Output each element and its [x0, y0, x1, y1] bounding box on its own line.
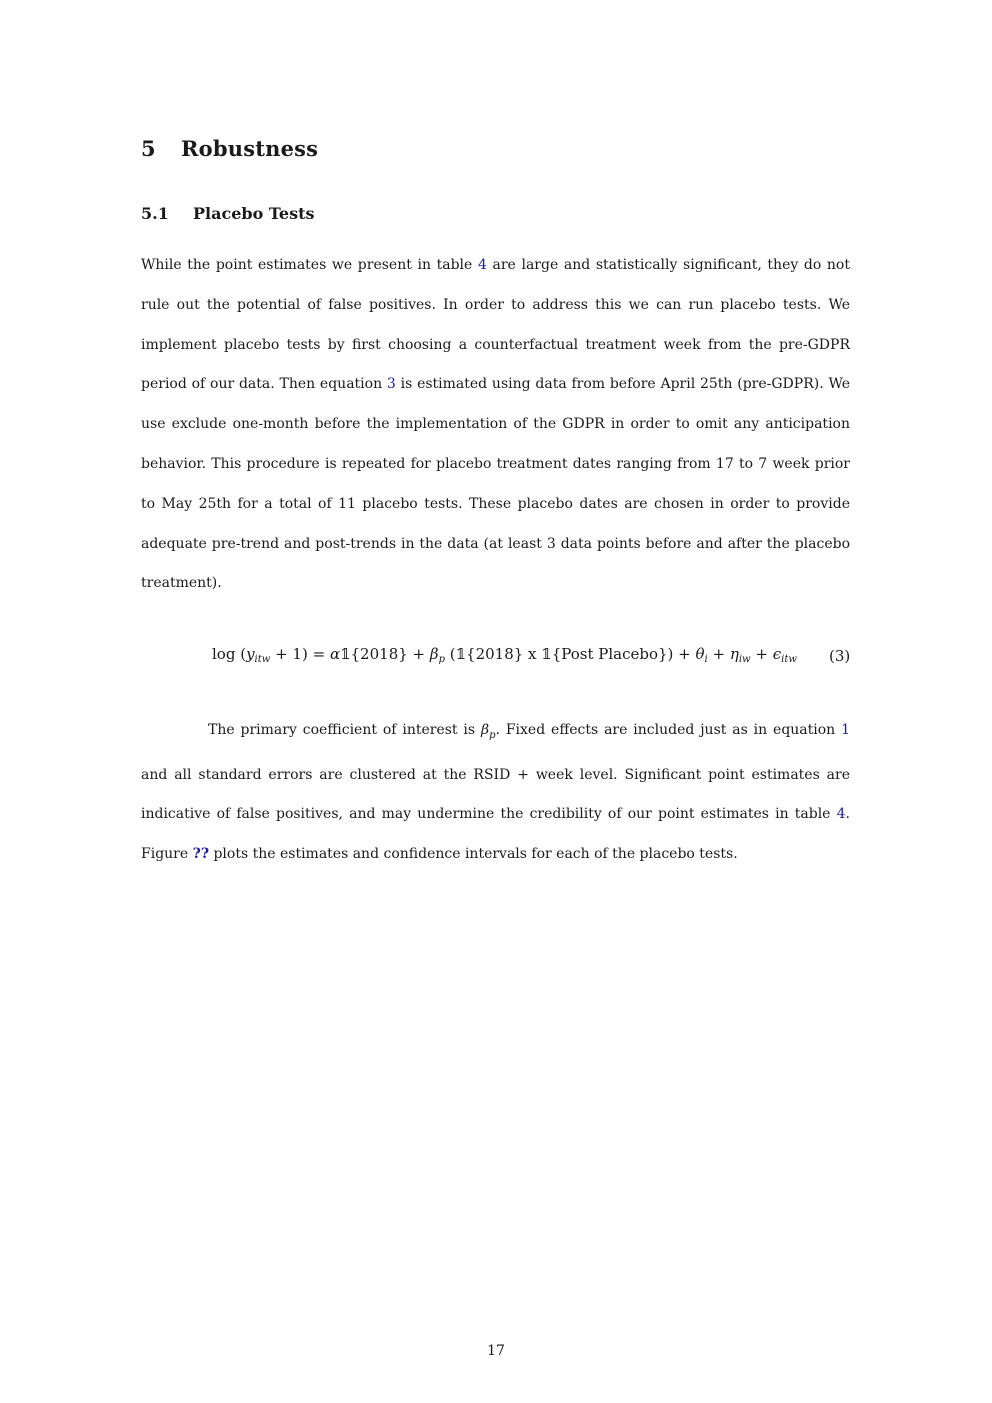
- eq-y: y: [246, 645, 255, 663]
- paragraph-placebo-intro: [141, 246, 850, 604]
- equation-number: (3): [829, 647, 851, 665]
- eq-alpha: α: [329, 645, 341, 663]
- eq-log: log: [212, 645, 236, 663]
- figure-missing-link[interactable]: ??: [192, 846, 210, 863]
- eq-beta: β: [429, 645, 439, 663]
- table-4-link[interactable]: 4: [477, 257, 487, 273]
- eq-beta-sub: p: [438, 654, 445, 665]
- table-4-link-2[interactable]: 4: [836, 806, 846, 823]
- eq-theta: θ: [695, 645, 705, 663]
- equation-3: $\log (y_{itw} + 1)$ = α𝟙{2018} + $\beta_p$ (𝟙{2018} x 𝟙{Post Placebo}) + $\theta_i + \eta_{iw} + \epsilon_{itw}$: [212, 645, 797, 665]
- eq-indicator-2018: 𝟙{2018} +: [340, 645, 430, 663]
- eq-epsilon-sub: itw: [781, 654, 797, 665]
- subsection-heading: [141, 204, 314, 223]
- p2-beta-sub: p: [489, 729, 496, 741]
- p2-text-1: The primary coefficient of interest is: [208, 722, 481, 738]
- p2-text-5: plots the estimates and confidence intervals for each of the placebo tests.: [209, 846, 738, 863]
- p1-text-2: are large and statistically significant, they do not rule out the potential of false positives. In order to address this we can run placebo tests. We implement placebo tests by first choosing a counterfactual treatment week from the pre-GDPR period of our data. Then equation: [141, 257, 850, 393]
- section-title: Robustness: [181, 136, 319, 161]
- eq-epsilon: ϵ: [772, 645, 782, 663]
- subsection-title: Placebo Tests: [193, 204, 315, 223]
- eq-theta-sub: i: [704, 654, 708, 665]
- page-number: 17: [487, 1343, 505, 1359]
- equation-1-link[interactable]: 1: [841, 722, 851, 738]
- p1-text-3: is estimated using data from before April 25th (pre-GDPR). We use exclude one-month before the implementation of the GDPR in order to omit any anticipation behavior. This procedure is repeated for placebo treatment dates ranging from 17 to 7 week prior to May 25th for a total of 11 placebo tests. These placebo dates are chosen in order to provide adequate pre-trend and post-trends in the data (at least 3 data points before and after the placebo treatment).: [141, 376, 850, 592]
- equation-3-link[interactable]: 3: [386, 376, 396, 393]
- paragraph-coefficient: [141, 711, 850, 875]
- subsection-number: 5.1: [141, 204, 169, 223]
- eq-eta: η: [729, 645, 739, 663]
- section-number: 5: [141, 136, 156, 161]
- p2-beta: β: [480, 722, 490, 738]
- p2-text-4: . Figure: [141, 806, 850, 863]
- eq-part2: (𝟙{2018} x 𝟙{Post Placebo}) +: [444, 645, 696, 663]
- eq-y-sub: itw: [254, 654, 271, 665]
- p2-text-2: . Fixed effects are included just as in equation: [495, 722, 842, 738]
- p1-text-1: While the point estimates we present in table: [141, 257, 478, 273]
- eq-plus2: +: [750, 645, 773, 663]
- eq-eta-sub: iw: [738, 654, 751, 665]
- section-heading: [141, 136, 318, 161]
- p2-text-3: and all standard errors are clustered at the RSID + week level. Significant point estimates are indicative of false positives, and may undermine the credibility of our point estimates in table: [141, 766, 850, 823]
- eq-part1: + 1) =: [270, 645, 330, 663]
- eq-plus1: +: [707, 645, 730, 663]
